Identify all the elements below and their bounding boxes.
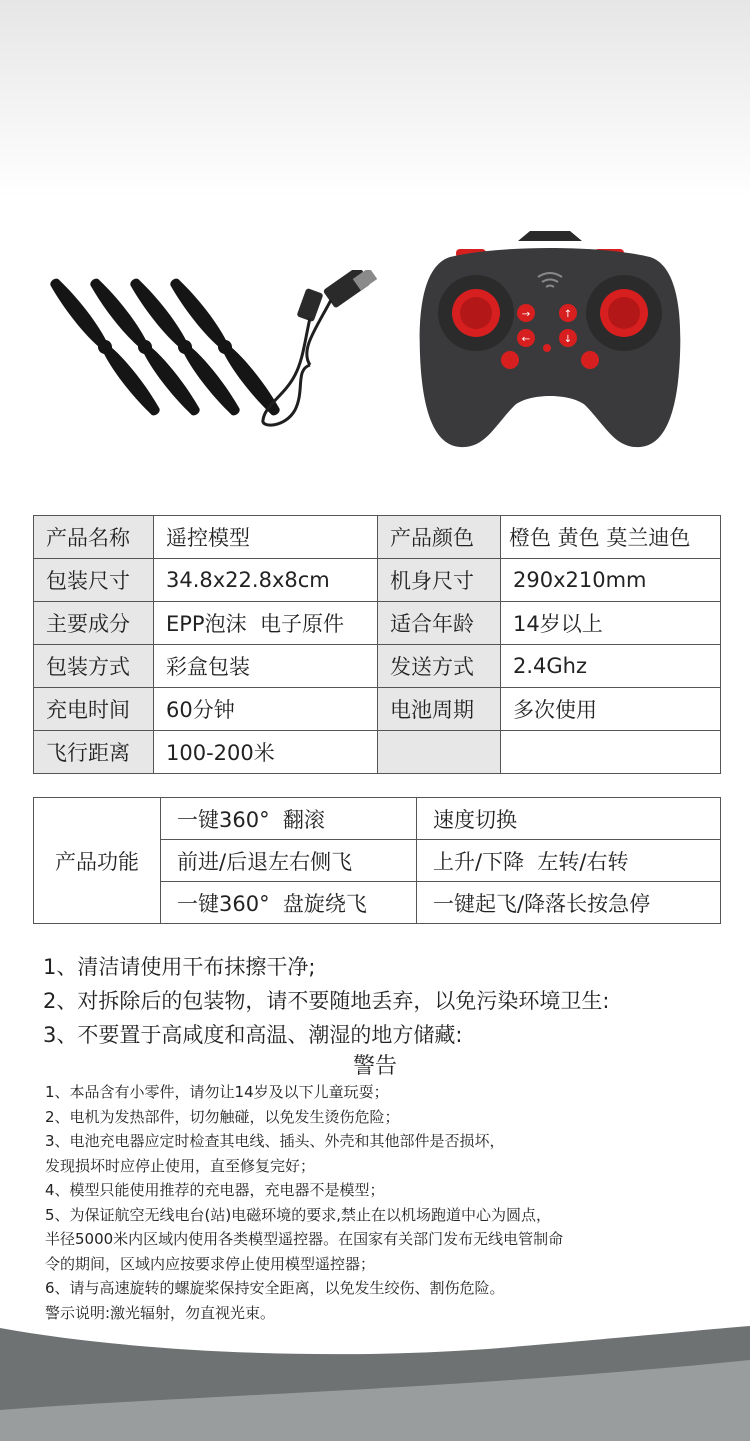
table-row bbox=[34, 516, 721, 559]
spec-label: 产品名称 bbox=[34, 516, 154, 559]
note-item: 3、不要置于高咸度和高温、潮湿的地方储藏: bbox=[43, 1023, 463, 1047]
spec-value: 遥控模型 bbox=[154, 516, 378, 559]
spec-label: 发送方式 bbox=[378, 645, 501, 688]
spec-value: 100-200米 bbox=[154, 731, 378, 774]
warning-item: 4、模型只能使用推荐的充电器，充电器不是模型； bbox=[45, 1181, 385, 1199]
spec-value: 2.4Ghz bbox=[501, 645, 721, 688]
spec-value: 彩盒包装 bbox=[154, 645, 378, 688]
spec-value: 多次使用 bbox=[501, 688, 721, 731]
spec-label bbox=[378, 731, 501, 774]
function-cell: 一键360° 翻滚 bbox=[161, 798, 417, 840]
table-row bbox=[34, 602, 721, 645]
spin-button-icon bbox=[581, 351, 599, 369]
function-cell: 一键起飞/降落长按急停 bbox=[417, 882, 721, 924]
warning-item: 发现损坏时应停止使用，直至修复完好； bbox=[45, 1156, 316, 1175]
spec-value: 290x210mm bbox=[501, 559, 721, 602]
spec-label: 飞行距离 bbox=[34, 731, 154, 774]
top-gradient-background bbox=[0, 0, 750, 200]
warning-list bbox=[45, 1080, 563, 1325]
warning-item: 令的期间，区域内应按要求停止使用模型遥控器； bbox=[45, 1254, 376, 1273]
spec-label: 产品颜色 bbox=[378, 516, 501, 559]
spec-table bbox=[33, 515, 721, 774]
care-notes bbox=[43, 950, 609, 1052]
svg-text:→: → bbox=[521, 309, 531, 320]
spec-value: 34.8x22.8x8cm bbox=[154, 559, 378, 602]
spec-value: 14岁以上 bbox=[501, 602, 721, 645]
warning-item: 半径5000米内区域内使用各类模型遥控器。在国家有关部门发布无线电管制命 bbox=[45, 1230, 564, 1248]
cable-connector-icon bbox=[296, 288, 323, 322]
function-cell: 前进/后退左右侧飞 bbox=[161, 840, 417, 882]
spec-label: 机身尺寸 bbox=[378, 559, 501, 602]
bottom-wave-decoration bbox=[0, 1300, 750, 1441]
warning-item: 6、请与高速旋转的螺旋桨保持安全距离，以免发生绞伤、割伤危险。 bbox=[45, 1279, 505, 1297]
function-cell: 速度切换 bbox=[417, 798, 721, 840]
spec-value: 60分钟 bbox=[154, 688, 378, 731]
right-joystick-icon bbox=[586, 275, 662, 351]
spec-value bbox=[501, 731, 721, 774]
flip-button-icon bbox=[501, 351, 519, 369]
warning-item: 1、本品含有小零件，请勿让14岁及以下儿童玩耍； bbox=[45, 1083, 389, 1101]
spec-value: 橙色 黄色 莫兰迪色 bbox=[501, 516, 721, 559]
note-item: 1、清洁请使用干布抹擦干净; bbox=[43, 955, 316, 979]
spec-label: 主要成分 bbox=[34, 602, 154, 645]
table-row bbox=[34, 798, 721, 840]
table-row bbox=[34, 645, 721, 688]
spec-label: 包装方式 bbox=[34, 645, 154, 688]
function-label: 产品功能 bbox=[34, 798, 161, 924]
spec-label: 适合年龄 bbox=[378, 602, 501, 645]
warning-title: 警告 bbox=[352, 1054, 397, 1079]
function-cell: 上升/下降 左转/右转 bbox=[417, 840, 721, 882]
svg-text:↓: ↓ bbox=[563, 334, 573, 345]
note-item: 2、对拆除后的包装物，请不要随地丢弃，以免污染环境卫生: bbox=[43, 989, 610, 1013]
warning-item: 2、电机为发热部件，切勿触碰，以免发生烫伤危险； bbox=[45, 1107, 400, 1126]
svg-text:←: ← bbox=[521, 334, 531, 345]
warning-item: 5、为保证航空无线电台(站)电磁环境的要求,禁止在以机场跑道中心为圆点， bbox=[45, 1205, 552, 1224]
remote-controller-image bbox=[410, 225, 690, 455]
table-row bbox=[34, 688, 721, 731]
function-cell: 一键360° 盘旋绕飞 bbox=[161, 882, 417, 924]
table-row bbox=[34, 559, 721, 602]
function-table bbox=[33, 797, 721, 924]
spec-value: EPP泡沫 电子原件 bbox=[154, 602, 378, 645]
table-row bbox=[34, 731, 721, 774]
svg-text:↑: ↑ bbox=[563, 309, 573, 320]
spec-label: 包装尺寸 bbox=[34, 559, 154, 602]
left-joystick-icon bbox=[438, 275, 514, 351]
propellers-image bbox=[50, 265, 280, 430]
warning-item: 3、电池充电器应定时检查其电线、插头、外壳和其他部件是否损坏， bbox=[45, 1132, 505, 1150]
spec-label: 电池周期 bbox=[378, 688, 501, 731]
usb-cable-image bbox=[255, 270, 385, 430]
spec-label: 充电时间 bbox=[34, 688, 154, 731]
center-indicator-icon bbox=[543, 344, 551, 352]
warning-item: 警示说明:激光辐射，勿直视光束。 bbox=[45, 1303, 276, 1322]
